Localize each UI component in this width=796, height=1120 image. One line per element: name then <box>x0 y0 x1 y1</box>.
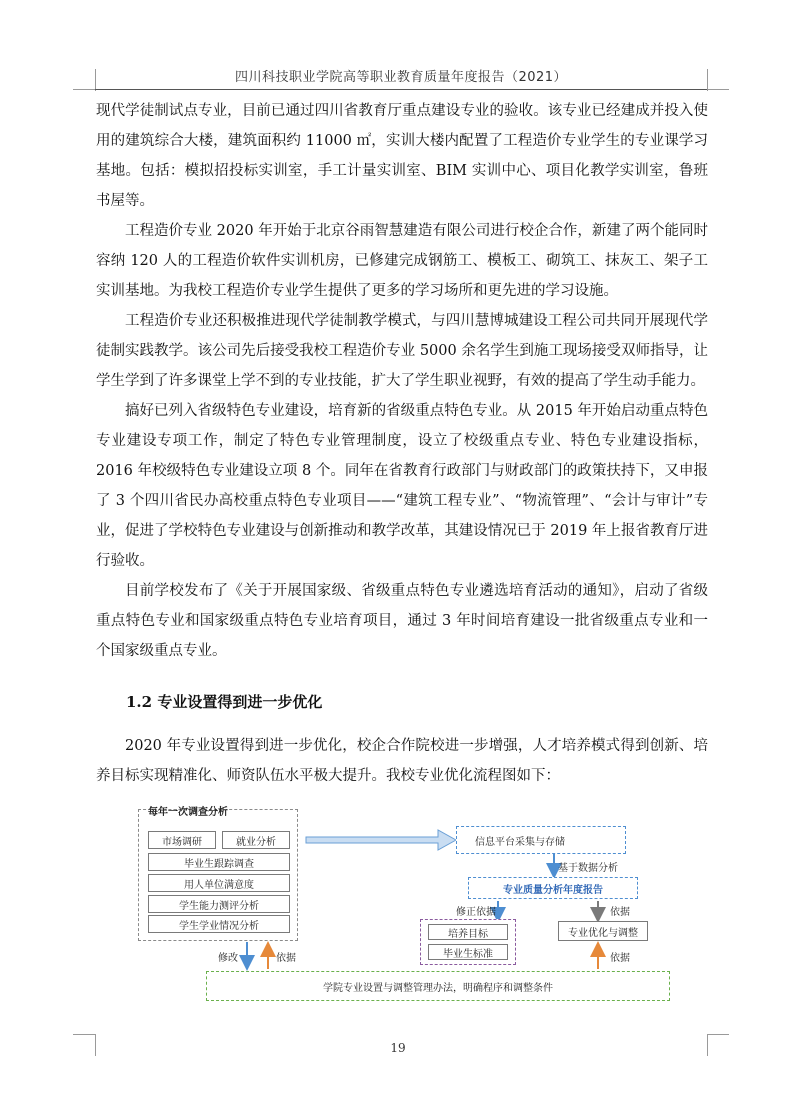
body-text <box>96 96 708 666</box>
optimization-flowchart <box>138 797 672 1007</box>
survey-item: 就业分析 <box>222 831 290 849</box>
optimize-box: 专业优化与调整 <box>558 921 648 941</box>
running-header: 四川科技职业学院高等职业教育质量年度报告（2021） <box>234 70 568 85</box>
header-rule <box>95 89 707 90</box>
basis-label-right: 依据 <box>610 953 630 964</box>
survey-item: 毕业生跟踪调查 <box>148 853 290 871</box>
survey-title: 每年一次调查分析 <box>148 807 228 818</box>
target-item: 毕业生标准 <box>428 944 508 960</box>
survey-item: 学生能力测评分析 <box>148 895 290 913</box>
survey-item: 用人单位满意度 <box>148 874 290 892</box>
flow-arrow-to-platform <box>306 830 456 850</box>
paragraph: 工程造价专业还积极推进现代学徒制教学模式，与四川慧博城建设工程公司共同开展现代学徒制实践教学。该公司先后接受我校工程造价专业 5000 余名学生到施工现场接受双师指导，让学生学到了许多课堂上学不到的专业技能，扩大了学生职业视野，有效的提高了学生动手能力。 <box>96 313 708 389</box>
paragraph: 工程造价专业 2020 年开始于北京谷雨智慧建造有限公司进行校企合作，新建了两个能同时容纳 120 人的工程造价软件实训机房，已修建完成钢筋工、模板工、砌筑工、抹灰工、架子工实训基地。为我校工程造价专业学生提供了更多的学习场所和更先进的学习设施。 <box>96 223 708 299</box>
survey-item: 学生学业情况分析 <box>148 915 290 933</box>
page-number: 19 <box>390 1041 406 1055</box>
basis-label: 依据 <box>610 907 630 918</box>
report-box: 专业质量分析年度报告 <box>468 877 638 899</box>
modify-label: 修改 <box>218 953 238 964</box>
target-item: 培养目标 <box>428 924 508 940</box>
crop-mark-top-left-h <box>73 89 95 90</box>
management-box: 学院专业设置与调整管理办法，明确程序和调整条件 <box>206 971 670 1001</box>
crop-mark-top-right <box>707 69 708 91</box>
survey-item: 市场调研 <box>148 831 216 849</box>
crop-mark-top-right-h <box>707 89 729 90</box>
data-analysis-label: 基于数据分析 <box>558 863 618 874</box>
paragraph: 搞好已列入省级特色专业建设，培育新的省级重点特色专业。从 2015 年开始启动重点特色专业建设专项工作，制定了特色专业管理制度，设立了校级重点专业、特色专业建设指标，2016 年校级特色专业建设立项 8 个。同年在省教育行政部门与财政部门的政策扶持下，又申报了 3 个四川省民办高校重点特色专业项目——“建筑工程专业”、“物流管理”、“会计与审计”专业，促进了学校特色专业建设与创新推动和教学改革，其建设情况已于 2019 年上报省教育厅进行验收。 <box>96 403 708 569</box>
basis-label-left: 依据 <box>276 953 296 964</box>
paragraph: 目前学校发布了《关于开展国家级、省级重点特色专业遴选培育活动的通知》，启动了省级重点特色专业和国家级重点特色专业培育项目，通过 3 年时间培育建设一批省级重点专业和一个国家级重点专业。 <box>96 583 708 659</box>
paragraph: 2020 年专业设置得到进一步优化，校企合作院校进一步增强，人才培养模式得到创新、培养目标实现精准化、师资队伍水平极大提升。我校专业优化流程图如下： <box>96 738 708 784</box>
paragraph: 现代学徒制试点专业，目前已通过四川省教育厅重点建设专业的验收。该专业已经建成并投入使用的建筑综合大楼，建筑面积约 11000 ㎡，实训大楼内配置了工程造价专业学生的专业课学习基地。包括：模拟招投标实训室，手工计量实训室、BIM 实训中心、项目化教学实训室，鲁班书屋等。 <box>96 103 708 209</box>
revise-basis-label: 修正依据 <box>456 907 496 918</box>
platform-box: 信息平台采集与存储 <box>456 826 626 854</box>
section-heading: 1.2 专业设置得到进一步优化 <box>126 693 323 711</box>
section-body <box>96 731 708 791</box>
crop-mark-bottom-left-h <box>73 1034 95 1035</box>
crop-mark-bottom-right-h <box>707 1034 729 1035</box>
